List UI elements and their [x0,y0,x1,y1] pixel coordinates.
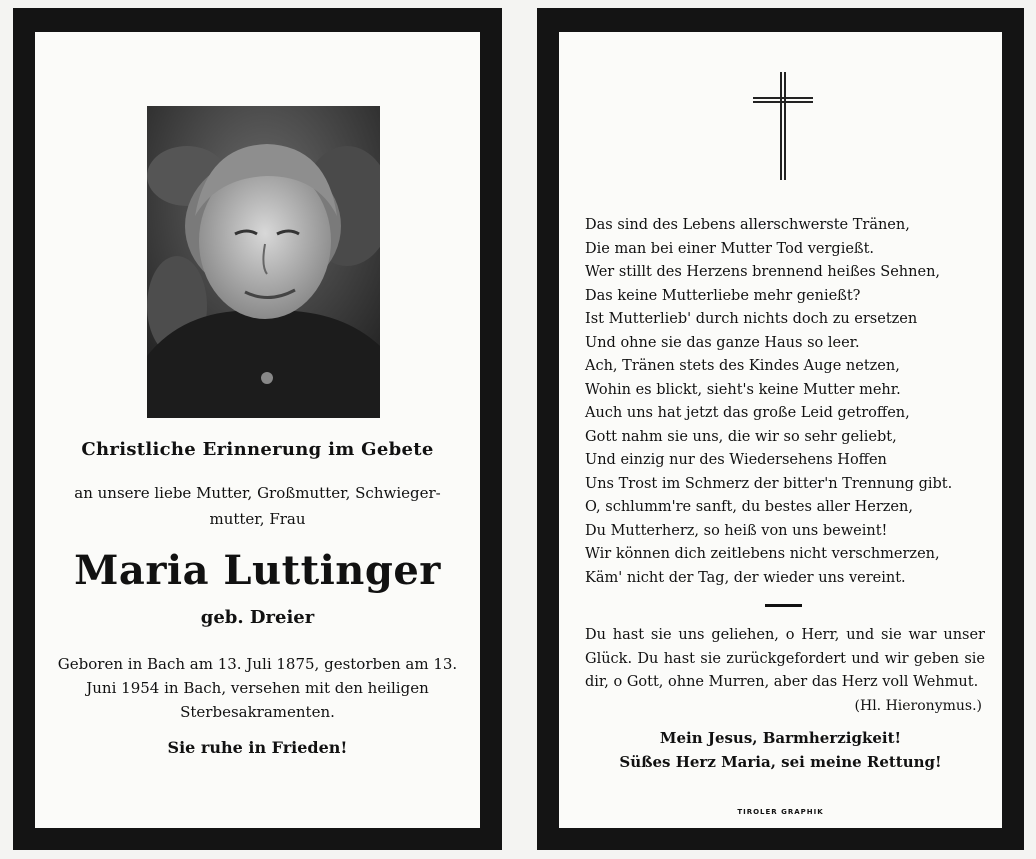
poem-line: Ist Mutterlieb' durch nichts doch zu ersetzen [585,311,918,327]
right-card [537,8,1024,850]
poem-line: O, schlumm're sanft, du bestes aller Herzen, [585,499,913,515]
poem-line: Und ohne sie das ganze Haus so leer. [585,334,860,351]
poem [585,214,985,590]
card-heading: Christliche Erinnerung im Gebete [81,439,434,460]
left-card-panel [35,32,480,828]
poem-line: Wir können dich zeitlebens nicht verschmerzen, [585,546,940,562]
prose-quote: Du hast sie uns geliehen, o Herr, und sie war unser Glück. Du hast sie zurückgefordert und wir geben sie dir, o Gott, ohne Murren, aber das Herz voll Wehmut. [585,627,985,690]
portrait-photo [147,106,380,418]
deceased-name: Maria Luttinger [74,547,441,594]
rest-in-peace: Sie ruhe in Frieden! [167,738,348,757]
life-dates: Geboren in Bach am 13. Juli 1875, gestorben am 13. Juni 1954 in Bach, versehen mit den heiligen Sterbesakramenten. [57,655,458,721]
prayer-line-1: Mein Jesus, Barmherzigkeit! [659,729,902,747]
intro-text: an unsere liebe Mutter, Großmutter, Schwieger-mutter, Frau [74,484,441,528]
left-card [13,8,502,850]
poem-line: Auch uns hat jetzt das große Leid getroffen, [585,405,910,421]
poem-line: Gott nahm sie uns, die wir so sehr geliebt, [585,428,897,445]
maiden-name: geb. Dreier [200,607,315,628]
poem-line: Wer stillt des Herzens brennend heißes Sehnen, [585,264,941,280]
poem-line: Käm' nicht der Tag, der wieder uns vereint. [585,569,906,586]
prayer-line-2: Süßes Herz Maria, sei meine Rettung! [619,753,942,771]
poem-line: Das keine Mutterliebe mehr genießt? [585,287,861,304]
cross-icon [753,72,813,180]
divider [765,604,802,607]
poem-line: Und einzig nur des Wiedersehens Hoffen [585,452,887,468]
poem-line: Das sind des Lebens allerschwerste Tränen, [585,217,910,233]
poem-line: Uns Trost im Schmerz der bitter'n Trennung gibt. [585,475,953,492]
printer-mark: TIROLER GRAPHIK [737,808,824,816]
poem-line: Wohin es blickt, sieht's keine Mutter mehr. [585,381,901,398]
poem-line: Du Mutterherz, so heiß von uns beweint! [585,522,888,539]
right-card-panel [559,32,1002,828]
poem-line: Ach, Tränen stets des Kindes Auge netzen, [585,358,900,374]
quote-citation: (Hl. Hieronymus.) [854,698,982,714]
poem-line: Die man bei einer Mutter Tod vergießt. [585,240,875,257]
